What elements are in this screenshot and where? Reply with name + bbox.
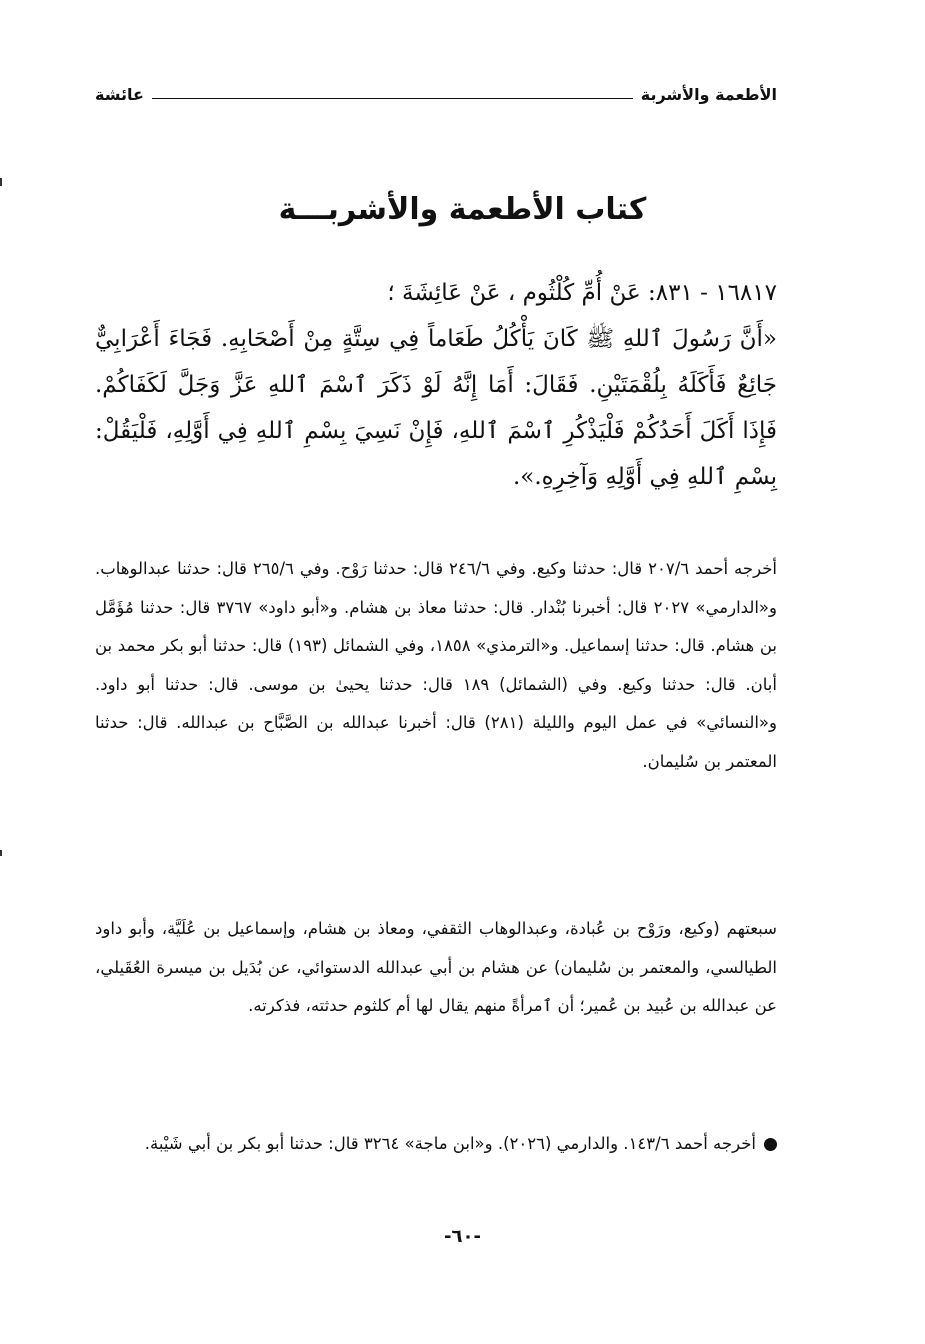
header-rule — [152, 98, 633, 99]
header-narrator: عائشة — [95, 84, 144, 104]
bullet-icon — [764, 1138, 777, 1151]
summary-paragraph: سبعتهم (وكيع، ورَوْح بن عُبادة، وعبدالوهاب الثقفي، ومعاذ بن هشام، وإسماعيل بن عُلَيَّة، وأبو داود الطيالسي، والمعتمر بن سُليمان) عن هشام بن أبي عبدالله الدستوائي، عن بُدَيل بن ميسرة العُقَيلي، عن عبدالله بن عُبيد بن عُمير؛ أن ٱمرأةً منهم يقال لها أم كلثوم حدثته، فذكرته. — [95, 919, 777, 1015]
takhrij-paragraph: أخرجه أحمد ٢٠٧/٦ قال: حدثنا وكيع. وفي ٢٤٦/٦ قال: حدثنا رَوْح. وفي ٢٦٥/٦ قال: حدثنا عبدالوهاب. و«الدارمي» ٢٠٢٧ قال: أخبرنا بُنْدار. قال: حدثنا معاذ بن هشام. و«أبو داود» ٣٧٦٧ قال: حدثنا مُؤَمَّل بن هشام. قال: حدثنا إسماعيل. و«الترمذي» ١٨٥٨، وفي الشمائل (١٩٣) قال: حدثنا أبو بكر محمد بن أبان. قال: حدثنا وكيع. وفي (الشمائل) ١٨٩ قال: حدثنا يحيىٰ بن موسى. قال: حدثنا أبو داود. و«النسائي» في عمل اليوم والليلة (٢٨١) قال: أخبرنا عبدالله بن الصَّبَّاح بن عبدالله. قال: حدثنا المعتمر بن سُليمان. — [95, 559, 778, 771]
hadith-matn: «أَنَّ رَسُولَ ٱللهِ ﷺ كَانَ يَأْكُلُ طَعَاماً فِي سِتَّةٍ مِنْ أَصْحَابِهِ. فَجَاءَ أَعْرَابِيٌّ جَائِعٌ فَأَكَلَهُ بِلُقْمَتَيْنِ. فَقَالَ: أَمَا إِنَّهُ لَوْ ذَكَرَ ٱسْمَ ٱللهِ عَزَّ وَجَلَّ لَكَفَاكُمْ. فَإِذَا أَكَلَ أَحَدُكُمْ فَلْيَذْكُرِ ٱسْمَ ٱللهِ، فَإِنْ نَسِيَ بِسْمِ ٱللهِ فِي أَوَّلِهِ، فَلْيَقُلْ: بِسْمِ ٱللهِ فِي أَوَّلِهِ وَآخِرِهِ.». — [95, 326, 777, 490]
scan-edge-mark — [0, 178, 2, 186]
running-header — [95, 80, 777, 108]
hadith-isnad: ١٦٨١٧ - ٨٣١: عَنْ أُمِّ كُلْثُوم ، عَنْ عَائِشَةَ ؛ — [387, 280, 777, 306]
additional-takhrij — [95, 1125, 777, 1164]
hadith-text — [95, 270, 777, 500]
chapter-title: كتاب الأطعمة والأشربـــة — [278, 192, 647, 227]
scan-edge-mark — [0, 850, 2, 856]
additional-takhrij-text: أخرجه أحمد ١٤٣/٦. والدارمي (٢٠٢٦). و«ابن ماجة» ٣٢٦٤ قال: حدثنا أبو بكر بن أبي شَيْبة. — [144, 1134, 756, 1153]
page-number: -٦٠- — [444, 1226, 481, 1247]
header-section-title: الأطعمة والأشربة — [640, 84, 777, 104]
